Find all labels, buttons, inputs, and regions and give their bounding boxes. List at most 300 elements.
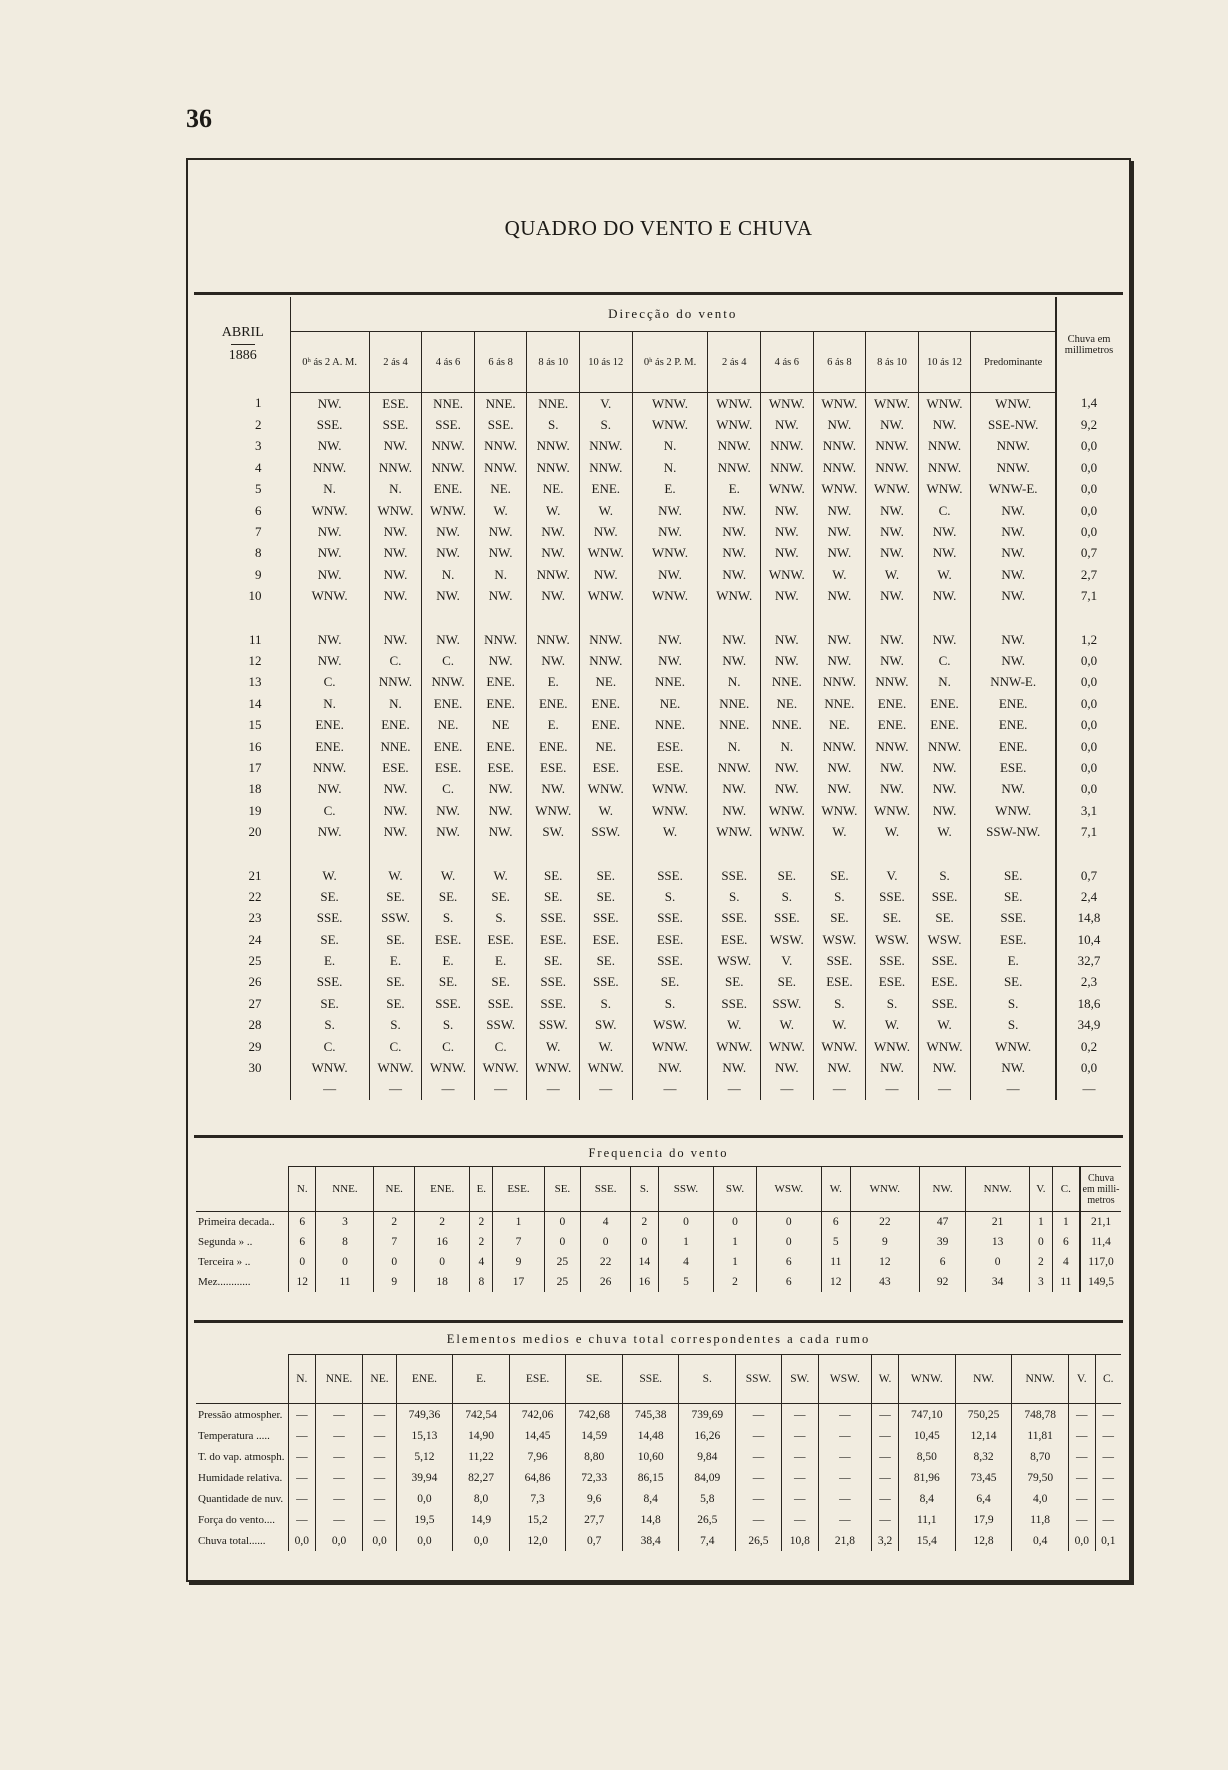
col-header: SSE. bbox=[581, 1167, 631, 1212]
direction-cell: NW. bbox=[761, 779, 814, 800]
col-header: 10 ás 12 bbox=[580, 332, 633, 393]
day-cell: 18 bbox=[248, 781, 262, 797]
direction-cell: SSE. bbox=[866, 950, 919, 971]
day-cell: 10 bbox=[248, 588, 262, 604]
direction-cell: NNE. bbox=[527, 393, 580, 415]
value-cell: — bbox=[1068, 1509, 1095, 1530]
direction-cell: ENE. bbox=[866, 693, 919, 714]
direction-cell: C. bbox=[422, 650, 475, 671]
value-cell: — bbox=[363, 1488, 396, 1509]
day-cell: 28 bbox=[248, 1017, 262, 1033]
direction-cell: NW. bbox=[918, 586, 971, 607]
direction-cell: S. bbox=[422, 908, 475, 929]
value-cell: 21,8 bbox=[818, 1530, 872, 1551]
direction-cell: NW. bbox=[708, 543, 761, 564]
direction-cell: NW. bbox=[918, 1057, 971, 1078]
direction-cell: NW. bbox=[866, 521, 919, 542]
direction-cell: NW. bbox=[866, 629, 919, 650]
direction-cell: W. bbox=[761, 1015, 814, 1036]
table-row bbox=[196, 1404, 1121, 1426]
direction-cell: SSE. bbox=[708, 865, 761, 886]
value-cell: 12 bbox=[821, 1272, 850, 1292]
direction-cell: S. bbox=[580, 414, 633, 435]
value-cell: 11,22 bbox=[453, 1446, 510, 1467]
direction-cell: NW. bbox=[761, 521, 814, 542]
value-cell: 7 bbox=[374, 1232, 415, 1252]
spacer-cell bbox=[918, 607, 971, 629]
value-cell: 9,6 bbox=[566, 1488, 623, 1509]
direction-cell: NW. bbox=[290, 564, 369, 585]
direction-cell: SSE. bbox=[290, 908, 369, 929]
direction-cell: W. bbox=[474, 500, 527, 521]
day-cell: 9 bbox=[255, 566, 262, 582]
rain-cell: 0,7 bbox=[1056, 865, 1121, 886]
direction-cell: NNW. bbox=[580, 457, 633, 478]
direction-cell: NW. bbox=[369, 800, 422, 821]
day-cell: 17 bbox=[248, 759, 262, 775]
direction-cell: SW. bbox=[580, 1015, 633, 1036]
direction-cell: NNW. bbox=[422, 436, 475, 457]
year-label: 1886 bbox=[228, 348, 257, 364]
direction-cell: NE. bbox=[813, 714, 866, 735]
rain-cell: 2,3 bbox=[1056, 972, 1121, 993]
spacer-cell bbox=[474, 843, 527, 865]
direction-cell: NW. bbox=[971, 650, 1056, 671]
direction-cell: S. bbox=[971, 993, 1056, 1014]
day-cell: 3 bbox=[255, 438, 262, 454]
direction-cell: SE. bbox=[761, 865, 814, 886]
direction-cell: WNW. bbox=[761, 800, 814, 821]
row-label: Primeira decada.. bbox=[198, 1216, 275, 1228]
value-cell: 1 bbox=[493, 1212, 544, 1233]
value-cell: — bbox=[1095, 1404, 1121, 1426]
value-cell: 0 bbox=[544, 1212, 581, 1233]
direction-cell: SE. bbox=[369, 929, 422, 950]
direction-cell: ESE. bbox=[632, 929, 708, 950]
table-row bbox=[196, 779, 1121, 800]
direction-cell: W. bbox=[918, 1015, 971, 1036]
value-cell: 11,4 bbox=[1080, 1232, 1121, 1252]
value-cell: 39 bbox=[919, 1232, 965, 1252]
spacer-cell bbox=[632, 843, 708, 865]
direction-cell: ENE. bbox=[474, 693, 527, 714]
direction-cell: C. bbox=[422, 779, 475, 800]
table-row bbox=[196, 1015, 1121, 1036]
direction-cell: S. bbox=[290, 1015, 369, 1036]
table-row bbox=[196, 714, 1121, 735]
direction-cell: NW. bbox=[632, 521, 708, 542]
value-cell: 0 bbox=[581, 1232, 631, 1252]
direction-cell: S. bbox=[971, 1015, 1056, 1036]
direction-cell: NE. bbox=[422, 714, 475, 735]
direction-cell: ESE. bbox=[369, 393, 422, 415]
direction-cell: SE. bbox=[866, 908, 919, 929]
value-cell: — bbox=[315, 1488, 363, 1509]
direction-cell: NE. bbox=[632, 693, 708, 714]
value-cell: — bbox=[818, 1467, 872, 1488]
rain-cell: 0,7 bbox=[1056, 543, 1121, 564]
value-cell: — bbox=[289, 1467, 316, 1488]
value-cell: 5,8 bbox=[679, 1488, 736, 1509]
direction-cell: NW. bbox=[580, 564, 633, 585]
day-cell: 25 bbox=[248, 953, 262, 969]
value-cell: 17,9 bbox=[955, 1509, 1012, 1530]
value-cell: 747,10 bbox=[898, 1404, 955, 1426]
direction-cell: C. bbox=[290, 800, 369, 821]
value-cell: 18 bbox=[414, 1272, 469, 1292]
direction-cell: NW. bbox=[813, 586, 866, 607]
direction-cell: SSE. bbox=[918, 950, 971, 971]
direction-cell: NW. bbox=[761, 500, 814, 521]
value-cell: — bbox=[781, 1488, 818, 1509]
value-cell: 14,9 bbox=[453, 1509, 510, 1530]
direction-cell: ENE. bbox=[971, 714, 1056, 735]
direction-cell: ENE. bbox=[971, 693, 1056, 714]
direction-cell: WNW. bbox=[369, 1057, 422, 1078]
value-cell: — bbox=[872, 1404, 899, 1426]
value-cell: 6 bbox=[289, 1232, 316, 1252]
direction-cell: SSE. bbox=[632, 865, 708, 886]
direction-cell: NW. bbox=[369, 436, 422, 457]
value-cell: 1 bbox=[658, 1232, 714, 1252]
direction-cell: ESE. bbox=[708, 929, 761, 950]
direction-cell: — bbox=[918, 1079, 971, 1100]
value-cell: 79,50 bbox=[1012, 1467, 1069, 1488]
table-row bbox=[196, 972, 1121, 993]
direction-cell: NW. bbox=[422, 800, 475, 821]
value-cell: 748,78 bbox=[1012, 1404, 1069, 1426]
row-label: Quantidade de nuv. bbox=[198, 1492, 284, 1505]
value-cell: 8,50 bbox=[898, 1446, 955, 1467]
direction-cell: SE. bbox=[761, 972, 814, 993]
rain-cell: 0,0 bbox=[1056, 736, 1121, 757]
direction-cell: SE. bbox=[580, 865, 633, 886]
direction-cell: WNW. bbox=[527, 1057, 580, 1078]
value-cell: — bbox=[363, 1446, 396, 1467]
value-cell: 7,4 bbox=[679, 1530, 736, 1551]
value-cell: 8,0 bbox=[453, 1488, 510, 1509]
direction-cell: NW. bbox=[918, 543, 971, 564]
value-cell: 14 bbox=[631, 1252, 658, 1272]
direction-cell: WNW. bbox=[866, 1036, 919, 1057]
direction-cell: NNW. bbox=[813, 436, 866, 457]
direction-cell: ESE. bbox=[474, 929, 527, 950]
direction-cell: C. bbox=[369, 1036, 422, 1057]
spacer-cell bbox=[761, 843, 814, 865]
direction-cell: NW. bbox=[918, 629, 971, 650]
value-cell: 0 bbox=[374, 1252, 415, 1272]
direction-cell: SSE. bbox=[971, 908, 1056, 929]
value-cell: — bbox=[363, 1404, 396, 1426]
value-cell: 2 bbox=[1030, 1252, 1053, 1272]
value-cell: 12,14 bbox=[955, 1425, 1012, 1446]
direction-cell: WNW. bbox=[632, 779, 708, 800]
value-cell: 10,60 bbox=[622, 1446, 679, 1467]
value-cell: 7,3 bbox=[509, 1488, 566, 1509]
value-cell: 11,8 bbox=[1012, 1509, 1069, 1530]
elements-section-title: Elementos medios e chuva total correspondentes a cada rumo bbox=[446, 1332, 871, 1346]
direction-cell: NW. bbox=[580, 521, 633, 542]
direction-cell: N. bbox=[632, 457, 708, 478]
rain-cell: 1,4 bbox=[1056, 393, 1121, 415]
value-cell: 14,45 bbox=[509, 1425, 566, 1446]
day-cell: 27 bbox=[248, 995, 262, 1011]
value-cell: — bbox=[289, 1404, 316, 1426]
rain-cell: 0,0 bbox=[1056, 693, 1121, 714]
value-cell: 2 bbox=[714, 1272, 756, 1292]
table-row bbox=[196, 1509, 1121, 1530]
direction-cell: NNW. bbox=[866, 736, 919, 757]
day-cell: 24 bbox=[248, 931, 262, 947]
col-header: N. bbox=[289, 1167, 316, 1212]
value-cell: — bbox=[736, 1509, 782, 1530]
spacer-cell bbox=[971, 843, 1056, 865]
direction-cell: NE. bbox=[580, 672, 633, 693]
direction-cell: E. bbox=[527, 714, 580, 735]
rain-cell: 0,0 bbox=[1056, 436, 1121, 457]
direction-cell: NW. bbox=[632, 564, 708, 585]
direction-cell: NW. bbox=[866, 757, 919, 778]
direction-cell: ENE. bbox=[290, 714, 369, 735]
divider bbox=[194, 1320, 1123, 1323]
col-header: SE. bbox=[544, 1167, 581, 1212]
direction-cell: WNW. bbox=[632, 393, 708, 415]
direction-cell: W. bbox=[580, 800, 633, 821]
table-row bbox=[196, 629, 1121, 650]
direction-cell: ESE. bbox=[580, 757, 633, 778]
wind-frequency-table bbox=[196, 1166, 1121, 1292]
col-header: NNW. bbox=[966, 1167, 1030, 1212]
table-row bbox=[196, 521, 1121, 542]
direction-cell: NW. bbox=[761, 757, 814, 778]
direction-cell: SE. bbox=[290, 929, 369, 950]
direction-cell: WNW. bbox=[971, 1036, 1056, 1057]
value-cell: 750,25 bbox=[955, 1404, 1012, 1426]
table-frame bbox=[186, 158, 1131, 1582]
table-row bbox=[196, 564, 1121, 585]
value-cell: 0,0 bbox=[396, 1488, 453, 1509]
value-cell: 3 bbox=[1030, 1272, 1053, 1292]
value-cell: 72,33 bbox=[566, 1467, 623, 1488]
rain-cell: 0,0 bbox=[1056, 521, 1121, 542]
direction-cell: ESE. bbox=[632, 736, 708, 757]
day-cell bbox=[196, 1079, 290, 1100]
direction-cell: NNW. bbox=[813, 457, 866, 478]
value-cell: — bbox=[289, 1446, 316, 1467]
value-cell: — bbox=[736, 1467, 782, 1488]
col-header: SSW. bbox=[658, 1167, 714, 1212]
direction-cell: — bbox=[866, 1079, 919, 1100]
divider bbox=[194, 1135, 1123, 1138]
direction-cell: NW. bbox=[290, 629, 369, 650]
value-cell: 34 bbox=[966, 1272, 1030, 1292]
day-cell: 26 bbox=[248, 974, 262, 990]
rain-cell: 2,4 bbox=[1056, 886, 1121, 907]
direction-cell: NW. bbox=[474, 586, 527, 607]
value-cell: 0 bbox=[289, 1252, 316, 1272]
rain-cell: 0,0 bbox=[1056, 1057, 1121, 1078]
value-cell: — bbox=[1095, 1509, 1121, 1530]
day-cell: 30 bbox=[248, 1060, 262, 1076]
direction-cell: S. bbox=[422, 1015, 475, 1036]
direction-cell: NW. bbox=[813, 779, 866, 800]
direction-cell: NW. bbox=[708, 564, 761, 585]
value-cell: 1 bbox=[1052, 1212, 1080, 1233]
col-header: N. bbox=[289, 1355, 316, 1404]
direction-cell: ENE. bbox=[866, 714, 919, 735]
value-cell: 64,86 bbox=[509, 1467, 566, 1488]
direction-cell: SSE. bbox=[527, 993, 580, 1014]
value-cell: 8,70 bbox=[1012, 1446, 1069, 1467]
value-cell: — bbox=[363, 1509, 396, 1530]
spacer-cell bbox=[918, 843, 971, 865]
direction-cell: ESE. bbox=[422, 929, 475, 950]
direction-cell: NW. bbox=[708, 500, 761, 521]
direction-cell: NNW. bbox=[527, 629, 580, 650]
value-cell: 0,1 bbox=[1095, 1530, 1121, 1551]
direction-cell: NNW. bbox=[761, 436, 814, 457]
table-row bbox=[196, 1272, 1121, 1292]
value-cell: 81,96 bbox=[898, 1467, 955, 1488]
value-cell: 11 bbox=[821, 1252, 850, 1272]
value-cell: 4 bbox=[581, 1212, 631, 1233]
direction-cell: NNE. bbox=[761, 714, 814, 735]
direction-cell: SSE. bbox=[708, 993, 761, 1014]
direction-cell: NW. bbox=[813, 629, 866, 650]
value-cell: 43 bbox=[850, 1272, 919, 1292]
direction-cell: C. bbox=[918, 500, 971, 521]
value-cell: 16 bbox=[414, 1232, 469, 1252]
value-cell: 4 bbox=[1052, 1252, 1080, 1272]
direction-cell: NW. bbox=[761, 543, 814, 564]
row-label: Segunda » .. bbox=[198, 1236, 253, 1248]
direction-cell: ENE. bbox=[422, 736, 475, 757]
direction-cell: NW. bbox=[813, 500, 866, 521]
direction-cell: SW. bbox=[527, 821, 580, 842]
direction-cell: NW. bbox=[813, 414, 866, 435]
direction-cell: WNW. bbox=[580, 1057, 633, 1078]
direction-cell: NNW. bbox=[813, 672, 866, 693]
value-cell: 0,0 bbox=[289, 1530, 316, 1551]
direction-cell: WSW. bbox=[813, 929, 866, 950]
value-cell: 26 bbox=[581, 1272, 631, 1292]
direction-cell: W. bbox=[474, 865, 527, 886]
value-cell: 1 bbox=[1030, 1212, 1053, 1233]
direction-cell: WNW. bbox=[761, 564, 814, 585]
direction-cell: S. bbox=[708, 886, 761, 907]
rain-cell: 14,8 bbox=[1056, 908, 1121, 929]
value-cell: 15,2 bbox=[509, 1509, 566, 1530]
direction-cell: ESE. bbox=[527, 757, 580, 778]
direction-cell: NW. bbox=[813, 650, 866, 671]
value-cell: 0,0 bbox=[363, 1530, 396, 1551]
row-label: Chuva total...... bbox=[198, 1534, 266, 1547]
direction-cell: NE bbox=[474, 714, 527, 735]
direction-cell: NNW. bbox=[866, 436, 919, 457]
value-cell: 6 bbox=[756, 1252, 821, 1272]
value-cell: 2 bbox=[374, 1212, 415, 1233]
value-cell: 0 bbox=[414, 1252, 469, 1272]
direction-cell: S. bbox=[632, 886, 708, 907]
direction-cell: WNW. bbox=[527, 800, 580, 821]
direction-cell: NW. bbox=[527, 779, 580, 800]
direction-cell: N. bbox=[918, 672, 971, 693]
table-row bbox=[196, 1446, 1121, 1467]
col-header: SSE. bbox=[622, 1355, 679, 1404]
direction-cell: SSE. bbox=[580, 908, 633, 929]
direction-cell: N. bbox=[708, 736, 761, 757]
direction-cell: SSE. bbox=[866, 886, 919, 907]
direction-cell: NW. bbox=[918, 757, 971, 778]
direction-cell: NW. bbox=[527, 543, 580, 564]
value-cell: 84,09 bbox=[679, 1467, 736, 1488]
direction-cell: W. bbox=[369, 865, 422, 886]
value-cell: 6,4 bbox=[955, 1488, 1012, 1509]
direction-cell: SE. bbox=[971, 865, 1056, 886]
direction-cell: SE. bbox=[369, 993, 422, 1014]
direction-cell: NW. bbox=[971, 779, 1056, 800]
value-cell: 749,36 bbox=[396, 1404, 453, 1426]
spacer-cell bbox=[474, 607, 527, 629]
col-header: V. bbox=[1068, 1355, 1095, 1404]
col-header: 0ʰ ás 2 P. M. bbox=[632, 332, 708, 393]
direction-cell: NW. bbox=[474, 821, 527, 842]
direction-cell: NNW. bbox=[708, 436, 761, 457]
row-label: Terceira » .. bbox=[198, 1256, 251, 1268]
direction-cell: NW. bbox=[866, 586, 919, 607]
spacer-cell bbox=[813, 607, 866, 629]
direction-cell: WNW. bbox=[632, 800, 708, 821]
col-header: NNW. bbox=[1012, 1355, 1069, 1404]
direction-cell: WNW. bbox=[813, 393, 866, 415]
direction-cell: NNW. bbox=[918, 436, 971, 457]
direction-cell: NW. bbox=[474, 650, 527, 671]
row-label: Mez............ bbox=[198, 1276, 251, 1288]
direction-cell: NNW. bbox=[369, 457, 422, 478]
direction-cell: NNE. bbox=[474, 393, 527, 415]
direction-cell: NNE. bbox=[422, 393, 475, 415]
col-header: ESE. bbox=[509, 1355, 566, 1404]
direction-cell: NW. bbox=[474, 543, 527, 564]
direction-cell: NNW. bbox=[474, 629, 527, 650]
direction-cell: C. bbox=[290, 1036, 369, 1057]
direction-cell: NW. bbox=[971, 521, 1056, 542]
spacer-cell bbox=[369, 607, 422, 629]
spacer-cell bbox=[971, 607, 1056, 629]
col-header: Predominante bbox=[971, 332, 1056, 393]
value-cell: 0 bbox=[714, 1212, 756, 1233]
table-row bbox=[196, 1079, 1121, 1100]
direction-cell: SE. bbox=[971, 972, 1056, 993]
direction-cell: NNW. bbox=[971, 457, 1056, 478]
table-row bbox=[196, 650, 1121, 671]
value-cell: 9,84 bbox=[679, 1446, 736, 1467]
value-cell: 3,2 bbox=[872, 1530, 899, 1551]
direction-cell: NNE. bbox=[708, 714, 761, 735]
rain-cell: 3,1 bbox=[1056, 800, 1121, 821]
col-header: 6 ás 8 bbox=[813, 332, 866, 393]
direction-cell: ESE. bbox=[632, 757, 708, 778]
page-number: 36 bbox=[186, 104, 212, 133]
row-label: Força do vento.... bbox=[198, 1513, 275, 1526]
col-header: NE. bbox=[363, 1355, 396, 1404]
rain-cell: 9,2 bbox=[1056, 414, 1121, 435]
value-cell: 742,06 bbox=[509, 1404, 566, 1426]
table-row bbox=[196, 1232, 1121, 1252]
rain-cell: 0,0 bbox=[1056, 779, 1121, 800]
direction-cell: SE. bbox=[422, 886, 475, 907]
value-cell: 12,0 bbox=[509, 1530, 566, 1551]
